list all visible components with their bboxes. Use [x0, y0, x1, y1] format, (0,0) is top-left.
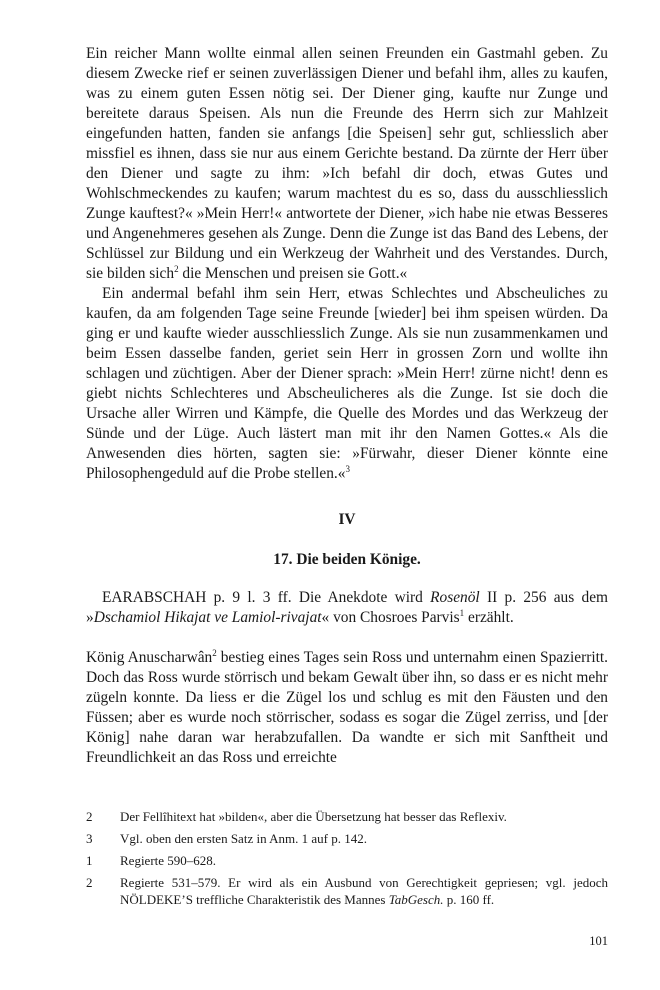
paragraph-text: Ein andermal befahl ihm sein Herr, etwas Schlechtes und Abscheuliches zu kaufen, da am folgenden Tage seine Freunde [wieder] bei ihm speisen würden. Da ging er und kaufte wieder ausschliesslich Zunge. Als sie nun zusammenkamen und beim Essen dasselbe fanden, geriet sein Herr in grossen Zorn und wollte ihn schlagen und züchtigen. Aber der Diener sprach: »Mein Herr! zürne nicht! denn es giebt nichts Schlechteres und Abscheulicheres als die Zunge. Ist sie doch die Ursache aller Wirren und Kämpfe, die Quelle des Mordes und das Werkzeug der Sünde und der Lüge. Auch lästert man mit ihr den Namen Gottes.« Als die Anwesenden dies hörten, sagten sie: »Fürwahr, dieser Diener könnte eine Philosophengeduld auf die Probe stellen.«: [86, 285, 608, 482]
section-number: IV: [338, 511, 356, 528]
footnote-number: 1: [86, 853, 93, 868]
paragraph-text: die Menschen und preisen sie Gott.«: [178, 265, 408, 282]
footnote: [86, 808, 608, 825]
tale-title: 17. Die beiden Könige.: [273, 551, 421, 568]
paragraph-2: [86, 284, 608, 484]
footnotes: [86, 808, 608, 913]
footnote-text: Vgl. oben den ersten Satz in Anm. 1 auf p. 142.: [120, 831, 367, 846]
footnote-number: 2: [86, 809, 93, 824]
footnote-text: [120, 874, 608, 908]
source-text: II p. 256 aus dem »: [86, 589, 608, 626]
footnote-number: 3: [86, 831, 93, 846]
footnote-ref[interactable]: 2: [174, 263, 179, 274]
footnote: [86, 852, 608, 869]
page-number: 101: [589, 934, 608, 948]
source-text: erzählt.: [464, 609, 514, 626]
source-note: [86, 588, 608, 628]
page-body: [86, 44, 608, 768]
source-title-italic: Rosenöl: [430, 589, 480, 606]
footnote-text-part: Regierte 531–579. Er wird als ein Ausbund von Gerechtigkeit gepriesen; vgl. jedoch NÖLDEKE’S treffliche Charakteristik des Mannes: [120, 875, 608, 907]
footnote-ref[interactable]: 2: [212, 647, 217, 658]
source-text: EARABSCHAH p. 9 l. 3 ff. Die Anekdote wird: [102, 589, 431, 606]
footnote-text-italic: TabGesch.: [388, 892, 444, 907]
footnote-ref[interactable]: 1: [459, 607, 465, 618]
paragraph-text: König Anuscharwân: [86, 649, 213, 666]
footnote-text: Der Fellîhitext hat »bilden«, aber die Übersetzung hat besser das Reflexiv.: [120, 809, 507, 824]
footnote-text-part: p. 160 ff.: [443, 892, 495, 907]
footnote: [86, 874, 608, 908]
paragraph-text: Ein reicher Mann wollte einmal allen seinen Freunden ein Gastmahl geben. Zu diesem Zwecke rief er seinen zuverlässigen Diener und befahl ihm, alles zu kaufen, was zu einem guten Essen nötig sei. Der Diener ging, kaufte nur Zunge und bereitete daraus Speisen. Als nun die Freunde des Herrn sich zur Mahlzeit eingefunden hatten, fanden sie anfangs [die Speisen] sehr gut, schliesslich aber missfiel es ihnen, dass sie nur aus einem Gerichte bestand. Da zürnte der Herr über den Diener und sagte zu ihm: »Ich befahl dir doch, etwas Gutes und Wohlschmeckendes zu kaufen; warum machtest du es so, dass du ausschliesslich Zunge kauftest?« »Mein Herr!« antwortete der Diener, »ich habe nie etwas Besseres und Angenehmeres gesehen als Zunge. Denn die Zunge ist das Band des Lebens, der Schlüssel zur Bildung und ein Werkzeug der Wahrheit und des Verstandes. Durch, sie bilden sich: [86, 45, 608, 282]
paragraph-3: [86, 648, 608, 768]
source-title-italic: Dschamiol Hikajat ve Lamiol-rivajat: [93, 609, 322, 626]
footnote-text: Regierte 590–628.: [120, 853, 217, 868]
source-text: « von Chosroes Parvis: [321, 609, 460, 626]
paragraph-1: [86, 44, 608, 284]
footnote-number: 2: [86, 875, 93, 890]
footnote-ref[interactable]: 3: [345, 463, 350, 474]
paragraph-text: bestieg eines Tages sein Ross und unternahm einen Spazierritt. Doch das Ross wurde störrisch und bekam Gewalt über ihn, so dass er es nicht mehr zügeln konnte. Da liess er die Zügel los und schlug es mit den Fäusten und den Füssen; aber es wurde noch störrischer, sodass es sogar die Zügel zerriss, und [der König] nahe daran war herabzufallen. Da wandte er sich mit Sanftheit und Freundlichkeit an das Ross und erreichte: [86, 649, 608, 766]
footnote: [86, 830, 608, 847]
